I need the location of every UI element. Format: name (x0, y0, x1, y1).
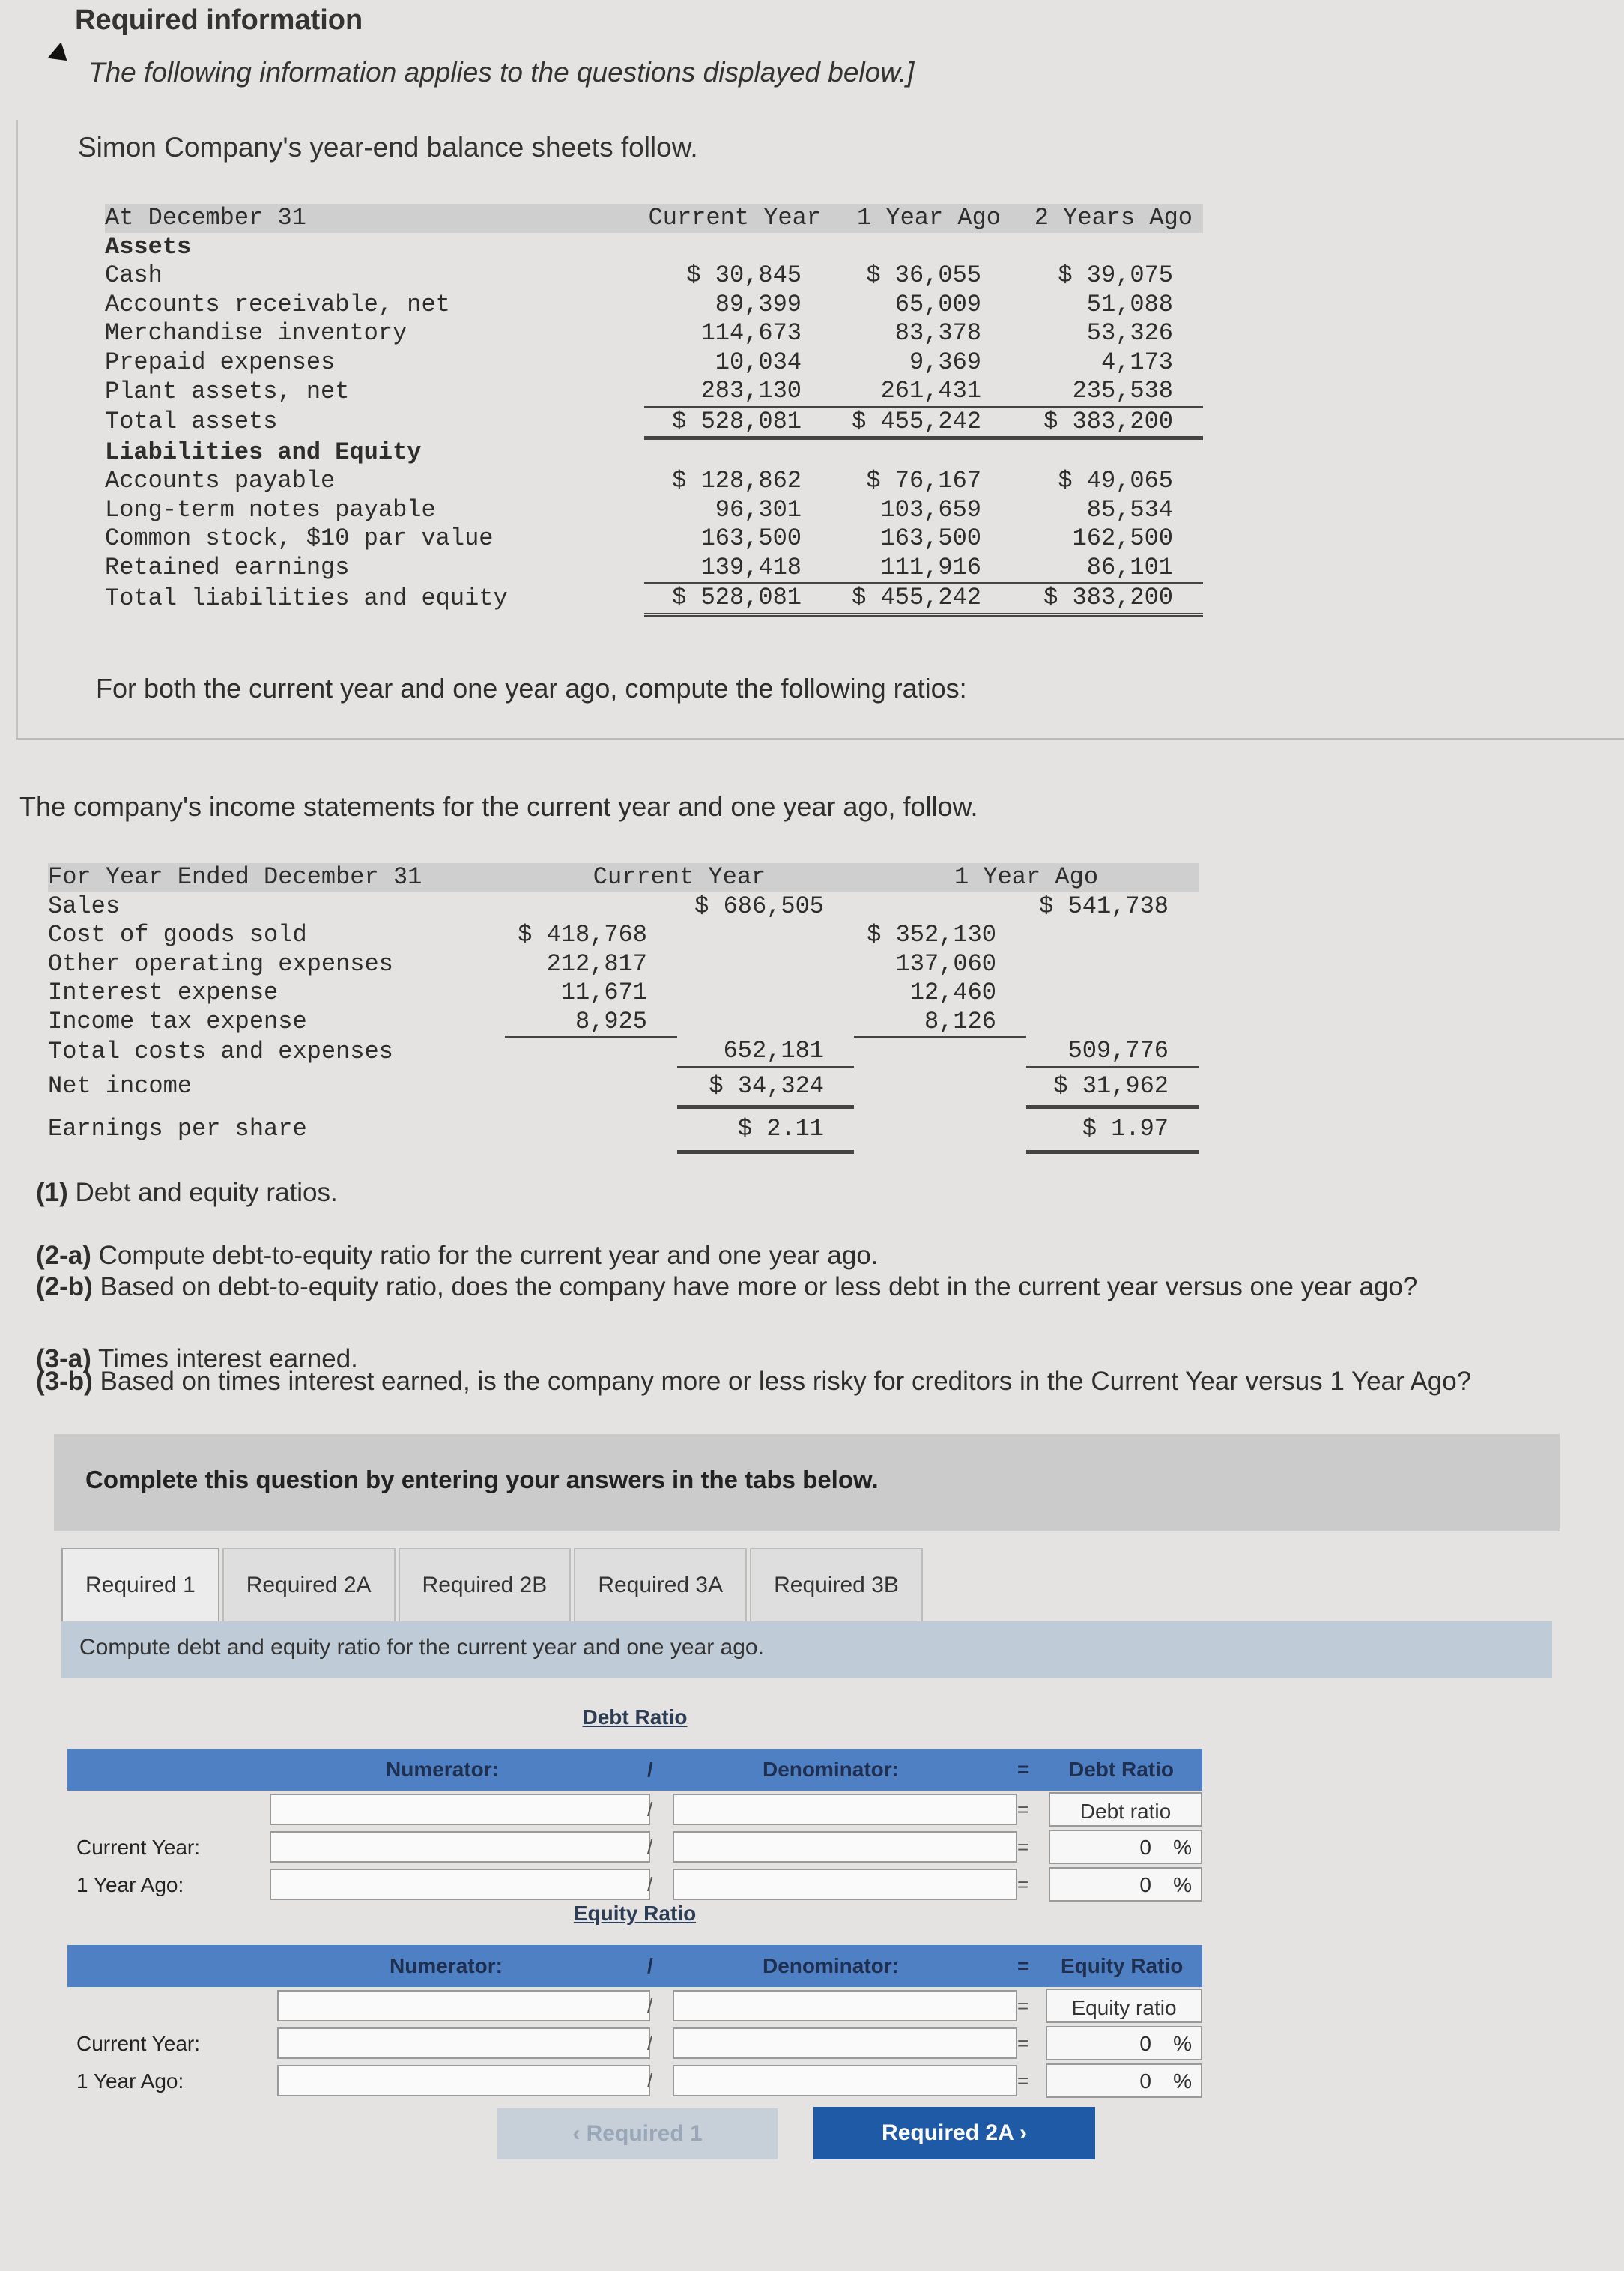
numerator-header: Numerator: (390, 1954, 503, 1977)
bs-cell: 163,500 (700, 524, 802, 552)
bs-cell: $ 39,075 (1058, 261, 1173, 289)
bs-cell: 261,431 (831, 377, 1011, 407)
equity-denominator-prior-input[interactable] (673, 2065, 1017, 2096)
income-intro: The company's income statements for the current year and one year ago, follow. (19, 791, 978, 822)
bs-col-header: At December 31 (105, 204, 644, 233)
is-cell: $ 541,738 (1039, 892, 1169, 920)
is-cell: $ 1.97 (1026, 1107, 1199, 1152)
is-col-header: Current Year (593, 863, 766, 891)
is-cell: $ 418,768 (518, 921, 647, 949)
bs-row-label: Plant assets, net (105, 377, 350, 405)
is-cell: $ 2.11 (677, 1107, 854, 1152)
debt-ratio-sublabel: Debt ratio (1049, 1792, 1202, 1827)
intro-text: The following information applies to the questions displayed below.] (88, 57, 915, 88)
bs-row-label: Common stock, $10 par value (105, 524, 494, 552)
is-col-header: For Year Ended December 31 (48, 863, 422, 891)
bs-cell: 111,916 (831, 554, 1011, 584)
debt-row-prior: 1 Year Ago: / = 0 % (67, 1866, 1202, 1903)
bs-cell: $ 383,200 (1011, 407, 1203, 438)
debt-subheader-row: / = Debt ratio (67, 1791, 1202, 1828)
bs-row-label: Accounts payable (105, 467, 336, 495)
row-label: Current Year: (76, 1836, 200, 1859)
bs-row-label: Merchandise inventory (105, 319, 407, 347)
is-cell: 137,060 (895, 949, 996, 978)
bs-row-label: Long-term notes payable (105, 495, 436, 524)
row-label: Current Year: (76, 2032, 200, 2055)
bs-cell: 53,326 (1086, 319, 1173, 347)
equals-header: = (1017, 1758, 1030, 1781)
equity-ratio-title: Equity Ratio (573, 1902, 697, 1925)
bs-cell: $ 128,862 (672, 467, 802, 495)
equity-ratio-prior-output: 0 % (1046, 2063, 1202, 2098)
is-cell: 8,925 (505, 1008, 677, 1038)
row-label: 1 Year Ago: (76, 1873, 184, 1896)
denominator-header: Denominator: (763, 1758, 899, 1781)
bs-section: Liabilities and Equity (105, 438, 422, 466)
next-required-button[interactable]: Required 2A › (813, 2107, 1095, 2159)
is-cell: $ 34,324 (677, 1067, 854, 1107)
debt-grid-header (67, 1749, 1202, 1791)
compute-ratios-text: For both the current year and one year ago, compute the following ratios: (96, 673, 967, 704)
bs-cell: 89,399 (715, 290, 802, 318)
bs-section: Assets (105, 232, 192, 261)
bs-cell: $ 455,242 (831, 583, 1011, 614)
is-row-label: Net income (48, 1072, 193, 1101)
is-row-label: Cost of goods sold (48, 921, 307, 949)
bs-cell: 85,534 (1086, 495, 1173, 524)
page-header: Required information (75, 4, 363, 36)
bs-cell: 83,378 (894, 319, 981, 347)
bs-row-label: Accounts receivable, net (105, 290, 450, 318)
debt-numerator-label-input[interactable] (270, 1794, 650, 1825)
bs-row-label: Cash (105, 261, 163, 289)
debt-denominator-label-input[interactable] (673, 1794, 1017, 1825)
complete-banner: Complete this question by entering your answers in the tabs below. (54, 1434, 1560, 1531)
company-intro: Simon Company's year-end balance sheets follow. (78, 132, 698, 163)
card-border (16, 120, 18, 739)
bs-row-label: Retained earnings (105, 554, 350, 581)
numerator-header: Numerator: (386, 1758, 499, 1781)
equity-numerator-current-input[interactable] (277, 2027, 650, 2059)
bs-cell: $ 455,242 (831, 407, 1011, 438)
bs-row-label: Total liabilities and equity (105, 584, 508, 612)
is-col-header: 1 Year Ago (954, 863, 1099, 891)
is-row-label: Earnings per share (48, 1115, 307, 1143)
debt-numerator-current-input[interactable] (270, 1831, 650, 1863)
question-2a: (2-a) Compute debt-to-equity ratio for the current year and one year ago. (36, 1241, 879, 1270)
is-cell: 12,460 (909, 979, 996, 1006)
mouse-cursor-icon (48, 42, 74, 69)
is-row-label: Sales (48, 892, 121, 920)
bs-cell: 162,500 (1072, 524, 1173, 552)
tab-bar (61, 1548, 926, 1623)
result-header: Equity Ratio (1061, 1954, 1184, 1977)
question-2b: (2-b) Based on debt-to-equity ratio, does the company have more or less debt in the current year versus one year ago? (36, 1272, 1418, 1301)
bs-cell: 235,538 (1011, 377, 1203, 407)
debt-ratio-prior-output: 0 % (1049, 1867, 1202, 1902)
slash-header: / (647, 1954, 653, 1977)
tab-required-2a[interactable]: Required 2A (222, 1548, 396, 1621)
bs-cell: $ 36,055 (866, 261, 981, 289)
result-header: Debt Ratio (1069, 1758, 1174, 1781)
bs-cell: 114,673 (700, 319, 802, 347)
equity-row-current: Current Year: / = 0 % (67, 2024, 1202, 2062)
is-row-label: Total costs and expenses (48, 1037, 393, 1065)
bs-col-header: 1 Year Ago (831, 204, 1011, 233)
is-row-label: Income tax expense (48, 1008, 307, 1035)
debt-ratio-title: Debt Ratio (582, 1705, 688, 1729)
bs-cell: $ 30,845 (686, 261, 802, 289)
question-1: (1) Debt and equity ratios. (36, 1178, 338, 1207)
equity-denominator-label-input[interactable] (673, 1990, 1017, 2021)
bs-cell: 283,130 (644, 377, 831, 407)
is-cell: 8,126 (854, 1008, 1026, 1038)
debt-denominator-prior-input[interactable] (673, 1869, 1017, 1900)
is-cell: $ 31,962 (1026, 1067, 1199, 1107)
bs-cell: 4,173 (1100, 348, 1173, 376)
balance-sheet (105, 204, 1203, 617)
equity-numerator-prior-input[interactable] (277, 2065, 650, 2096)
question-3a: (3-a) Times interest earned. (36, 1344, 358, 1373)
bs-cell: 96,301 (715, 495, 802, 524)
bs-row-label: Total assets (105, 408, 278, 436)
row-label: 1 Year Ago: (76, 2069, 184, 2093)
equity-ratio-sublabel: Equity ratio (1046, 1989, 1202, 2023)
equity-grid-header (67, 1945, 1202, 1987)
equity-numerator-label-input[interactable] (277, 1990, 650, 2021)
is-cell: 652,181 (677, 1037, 854, 1067)
equity-ratio-grid (67, 1902, 1202, 2098)
equity-ratio-current-output: 0 % (1046, 2026, 1202, 2060)
instruction-bar: Compute debt and equity ratio for the current year and one year ago. (61, 1621, 1552, 1678)
debt-row-current: Current Year: / = 0 % (67, 1828, 1202, 1866)
bs-cell: $ 76,167 (866, 467, 981, 495)
bs-cell: 51,088 (1086, 290, 1173, 318)
card-divider (16, 738, 1624, 740)
tab-required-1[interactable]: Required 1 (61, 1548, 219, 1621)
bs-col-header: Current Year (644, 204, 831, 233)
is-cell: 509,776 (1026, 1037, 1199, 1067)
slash-header: / (647, 1758, 653, 1781)
bs-cell: 86,101 (1011, 554, 1203, 584)
tab-required-3a[interactable]: Required 3A (574, 1548, 747, 1621)
debt-ratio-grid (67, 1705, 1202, 1900)
bs-cell: $ 528,081 (644, 583, 831, 614)
is-row-label: Other operating expenses (48, 949, 393, 978)
equity-row-prior: 1 Year Ago: / = 0 % (67, 2062, 1202, 2099)
equity-denominator-current-input[interactable] (673, 2027, 1017, 2059)
bs-col-header: 2 Years Ago (1011, 204, 1203, 233)
is-row-label: Interest expense (48, 979, 279, 1006)
denominator-header: Denominator: (763, 1954, 899, 1977)
is-cell: 11,671 (560, 979, 647, 1006)
bs-cell: 163,500 (880, 524, 981, 552)
is-cell: $ 352,130 (867, 921, 996, 949)
bs-cell: 10,034 (715, 348, 802, 376)
question-3b: (3-b) Based on times interest earned, is the company more or less risky for creditors in the Current Year versus 1 Year Ago? (36, 1367, 1472, 1396)
bs-row-label: Prepaid expenses (105, 348, 336, 376)
bs-cell: 9,369 (909, 348, 981, 376)
is-cell: 212,817 (546, 949, 647, 978)
debt-denominator-current-input[interactable] (673, 1831, 1017, 1863)
bs-cell: $ 528,081 (644, 407, 831, 438)
debt-ratio-current-output: 0 % (1049, 1830, 1202, 1864)
equals-header: = (1017, 1954, 1030, 1977)
tab-required-2b[interactable]: Required 2B (399, 1548, 572, 1621)
bs-cell: $ 383,200 (1011, 583, 1203, 614)
equity-subheader-row: / = Equity ratio (67, 1987, 1202, 2024)
is-cell: $ 686,505 (694, 892, 824, 920)
bs-cell: 139,418 (644, 554, 831, 584)
income-statement (48, 863, 1199, 1154)
bs-cell: 65,009 (894, 290, 981, 318)
tab-required-3b[interactable]: Required 3B (750, 1548, 923, 1621)
debt-numerator-prior-input[interactable] (270, 1869, 650, 1900)
prev-required-button[interactable]: ‹ Required 1 (497, 2108, 778, 2159)
bs-cell: 103,659 (880, 495, 981, 524)
bs-cell: $ 49,065 (1058, 467, 1173, 495)
